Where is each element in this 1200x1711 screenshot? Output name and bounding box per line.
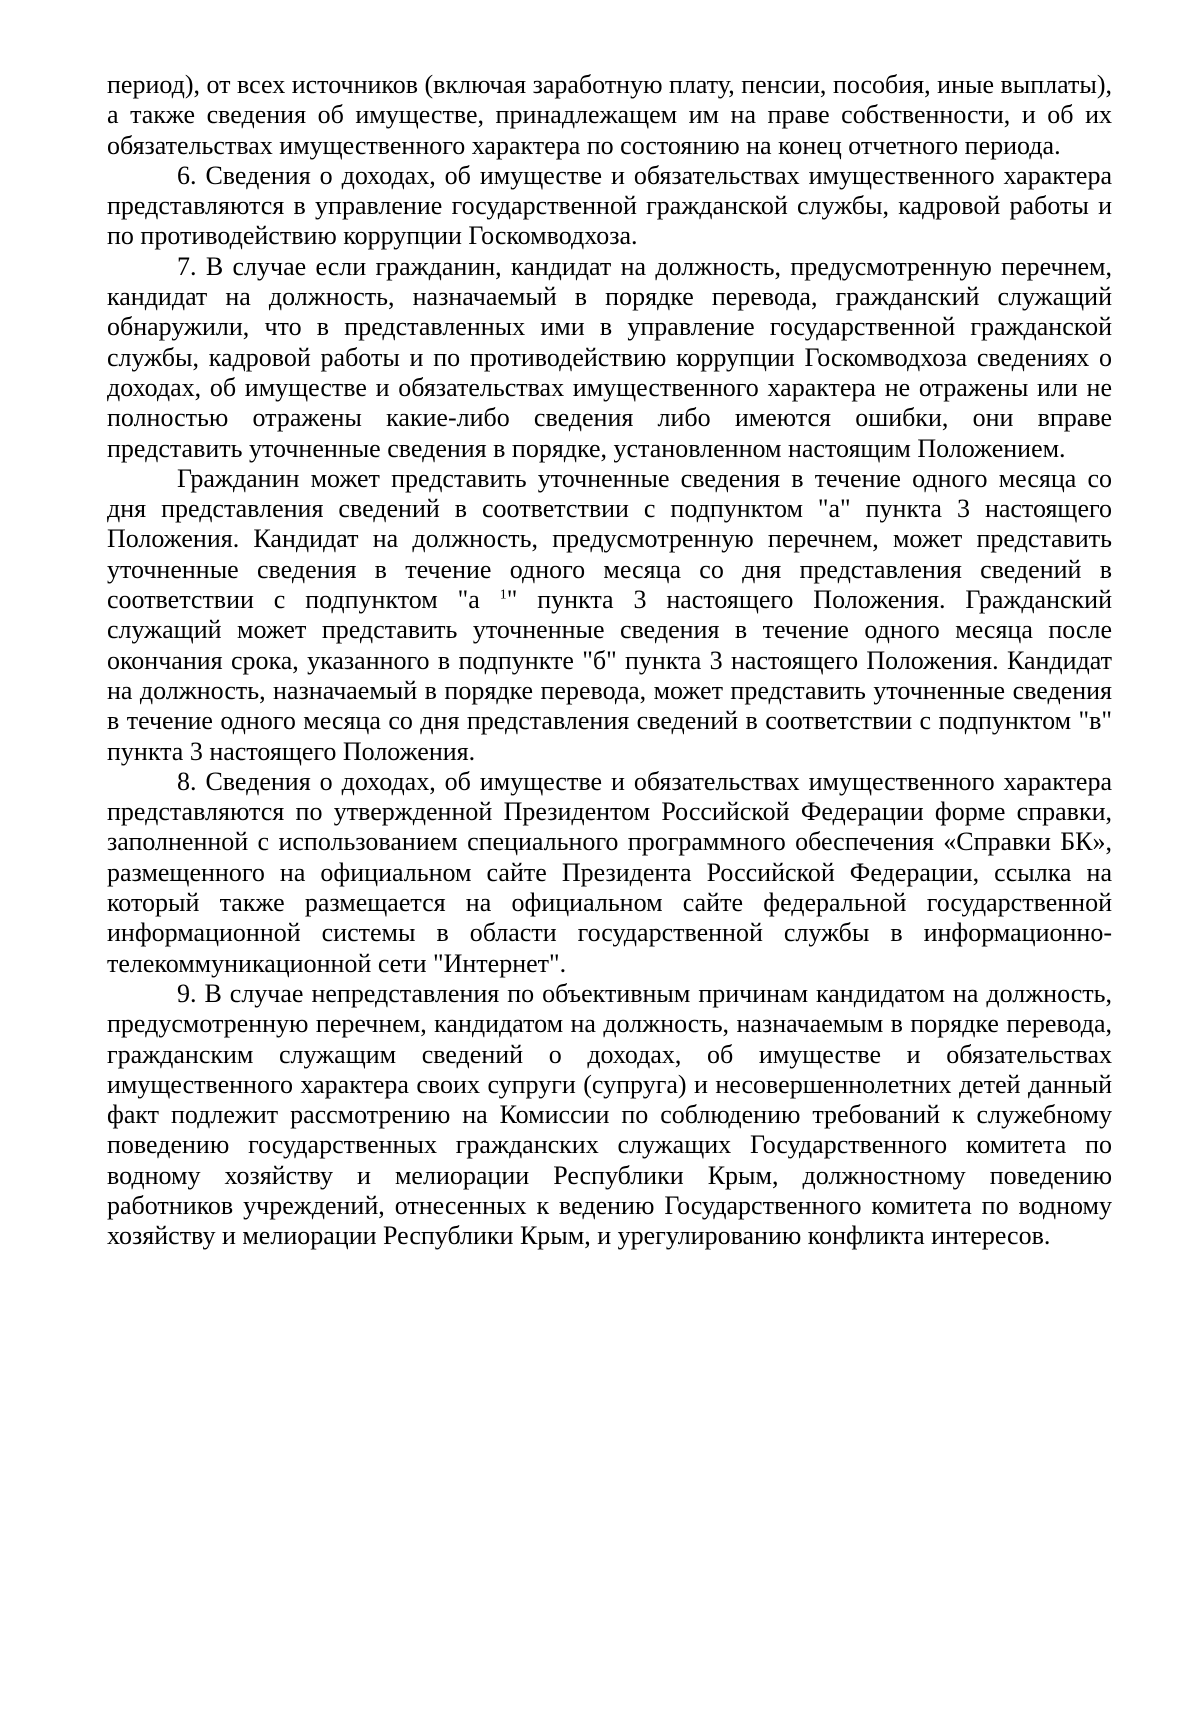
- superscript-1: 1: [499, 587, 507, 603]
- paragraph-8: 8. Сведения о доходах, об имуществе и обязательствах имущественного характера представляются по утвержденной Президентом Российской Федерации форме справки, заполненной с использованием специального программного обеспечения «Справки БК», размещенного на официальном сайте Президента Российской Федерации, ссылка на который также размещается на официальном сайте федеральной государственной информационной системы в области государственной службы в информационно-телекоммуникационной сети "Интернет".: [107, 766, 1112, 978]
- paragraph-6: 6. Сведения о доходах, об имуществе и обязательствах имущественного характера представляются в управление государственной гражданской службы, кадровой работы и по противодействию коррупции Госкомводхоза.: [107, 160, 1112, 251]
- document-page: [107, 70, 1112, 1252]
- paragraph-continuation: период), от всех источников (включая заработную плату, пенсии, пособия, иные выплаты), а также сведения об имуществе, принадлежащем им на праве собственности, и об их обязательствах имущественного характера по состоянию на конец отчетного периода.: [107, 70, 1112, 160]
- paragraph-7-clarifications-text-b: " пункта 3 настоящего Положения. Гражданский служащий может представить уточненные сведения в течение одного месяца после окончания срока, указанного в подпункте "б" пункта 3 настоящего Положения. Кандидат на должность, назначаемый в порядке перевода, может представить уточненные сведения в течение одного месяца со дня представления сведений в соответствии с подпунктом "в" пункта 3 настоящего Положения.: [107, 585, 1113, 766]
- paragraph-9: 9. В случае непредставления по объективным причинам кандидатом на должность, предусмотренную перечнем, кандидатом на должность, назначаемым в порядке перевода, гражданским служащим сведений о доходах, об имуществе и обязательствах имущественного характера своих супруги (супруга) и несовершеннолетних детей данный факт подлежит рассмотрению на Комиссии по соблюдению требований к служебному поведению государственных гражданских служащих Государственного комитета по водному хозяйству и мелиорации Республики Крым, должностному поведению работников учреждений, отнесенных к ведению Государственного комитета по водному хозяйству и мелиорации Республики Крым, и урегулированию конфликта интересов.: [107, 978, 1112, 1251]
- paragraph-7: 7. В случае если гражданин, кандидат на должность, предусмотренную перечнем, кандидат на должность, назначаемый в порядке перевода, гражданский служащий обнаружили, что в представленных ими в управление государственной гражданской службы, кадровой работы и по противодействию коррупции Госкомводхоза сведениях о доходах, об имуществе и обязательствах имущественного характера не отражены или не полностью отражены какие-либо сведения либо имеются ошибки, они вправе представить уточненные сведения в порядке, установленном настоящим Положением.: [107, 251, 1112, 463]
- paragraph-7-clarifications: [107, 464, 1112, 767]
- paragraph-7-clarifications-text-a: Гражданин может представить уточненные сведения в течение одного месяца со дня представления сведений в соответствии с подпунктом "а" пункта 3 настоящего Положения. Кандидат на должность, предусмотренную перечнем, может представить уточненные сведения в течение одного месяца со дня представления сведений в соответствии с подпунктом "а: [107, 463, 1112, 615]
